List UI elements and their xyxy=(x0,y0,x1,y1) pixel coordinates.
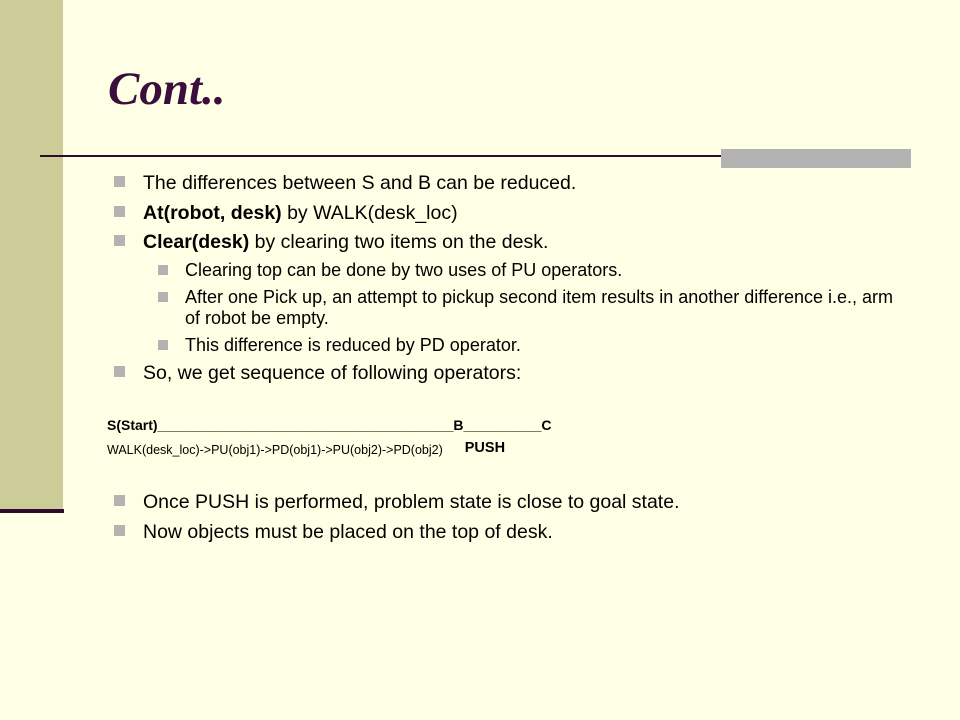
sidebar-base-line xyxy=(0,509,64,513)
square-bullet-icon xyxy=(114,366,125,377)
title-accent-bar xyxy=(721,149,911,168)
subbullet-pick-up xyxy=(158,287,898,331)
operator-sequence-text: WALK(desk_loc)->PU(obj1)->PD(obj1)->PU(obj2)->PD(obj2) xyxy=(107,443,443,457)
subbullet-text: After one Pick up, an attempt to pickup second item results in another difference i.e., arm of robot be empty. xyxy=(185,287,894,328)
square-bullet-icon xyxy=(158,265,168,275)
square-bullet-icon xyxy=(114,525,125,536)
square-bullet-icon xyxy=(114,176,125,187)
bullet-text: Now objects must be placed on the top of desk. xyxy=(143,521,553,543)
bullet-bold-term: Clear(desk) xyxy=(143,231,250,253)
slide-title: Cont.. xyxy=(108,63,226,115)
square-bullet-icon xyxy=(158,292,168,302)
left-sidebar-band xyxy=(0,0,63,512)
push-label: PUSH xyxy=(464,440,506,456)
square-bullet-icon xyxy=(114,206,125,217)
state-sequence-line: S(Start)______________________________________B__________C xyxy=(107,417,552,433)
bullet-bold-term: At(robot, desk) xyxy=(143,202,282,224)
bullet-text: The differences between S and B can be reduced. xyxy=(143,172,577,194)
square-bullet-icon xyxy=(114,235,125,246)
operator-sequence-line xyxy=(107,442,505,458)
square-bullet-icon xyxy=(114,495,125,506)
subbullet-text: This difference is reduced by PD operator. xyxy=(185,335,521,355)
square-bullet-icon xyxy=(158,340,168,350)
bullet-text: by clearing two items on the desk. xyxy=(249,231,549,253)
bullet-text: Once PUSH is performed, problem state is close to goal state. xyxy=(143,491,680,513)
bullet-text: So, we get sequence of following operators: xyxy=(143,362,522,384)
bullet-text: by WALK(desk_loc) xyxy=(281,202,458,224)
subbullet-text: Clearing top can be done by two uses of PU operators. xyxy=(185,260,623,280)
